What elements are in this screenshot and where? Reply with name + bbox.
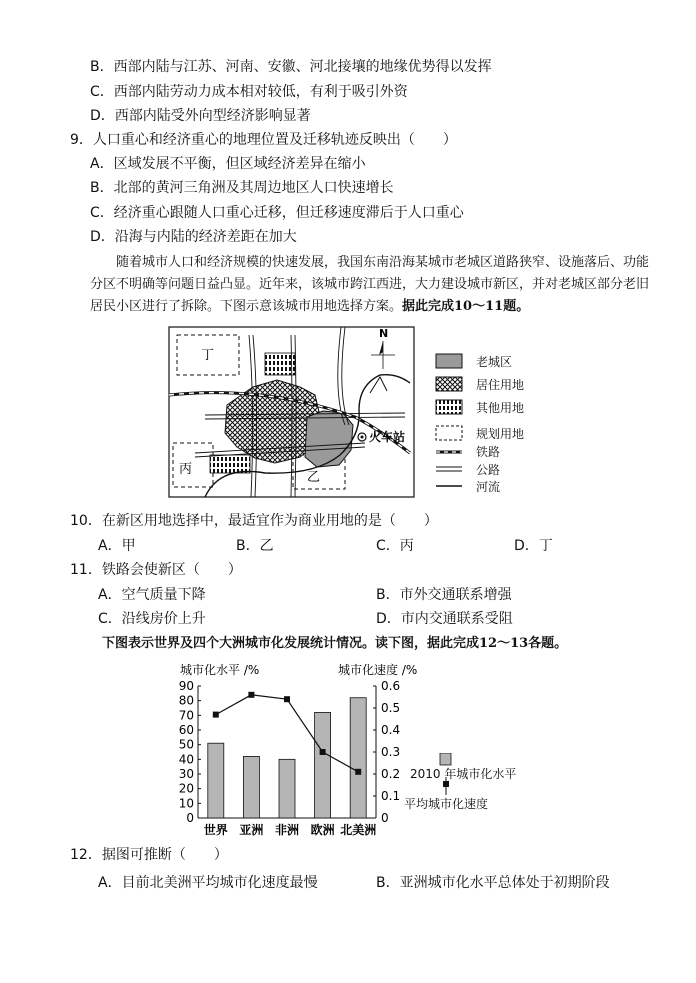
other-land-bottom — [210, 455, 250, 473]
passage-instruction: 据此完成10～11题。 — [402, 299, 530, 314]
bar-urbanization-level — [315, 712, 331, 818]
q12-option-b: B．亚洲城市化水平总体处于初期阶段 — [376, 875, 610, 891]
q12-stem: 12．据图可推断（ ） — [70, 847, 228, 863]
label-ding: 丁 — [201, 348, 215, 363]
left-tick-label: 70 — [178, 708, 194, 723]
left-tick-label: 10 — [178, 796, 194, 811]
label-bing: 丙 — [179, 462, 193, 477]
bar-urbanization-level — [350, 698, 366, 818]
x-category-label: 非洲 — [274, 823, 300, 837]
q10-option-d: D．丁 — [514, 538, 553, 554]
bar-urbanization-level — [279, 759, 295, 818]
x-category-label: 世界 — [203, 823, 228, 837]
q9-option-b: B．北部的黄河三角洲及其周边地区人口快速增长 — [90, 180, 394, 196]
left-tick-label: 60 — [178, 723, 194, 737]
q10-option-b: B．乙 — [236, 538, 274, 554]
q9-stem: 9．人口重心和经济重心的地理位置及迁移轨迹反映出（ ） — [70, 132, 457, 148]
left-tick-label: 50 — [178, 737, 194, 752]
left-tick-label: 90 — [178, 679, 194, 693]
q9-option-c: C．经济重心跟随人口重心迁移，但迁移速度滞后于人口重心 — [90, 205, 464, 221]
legend-planned: 规划用地 — [476, 427, 525, 441]
speed-point — [355, 769, 361, 775]
q11-option-b: B．市外交通联系增强 — [376, 587, 512, 603]
other-land-top — [265, 353, 295, 375]
q9-option-d: D．沿海与内陆的经济差距在加大 — [90, 229, 297, 245]
left-axis-title: 城市化水平 /% — [180, 663, 260, 677]
q10-option-c: C．丙 — [376, 538, 414, 554]
label-yi: 乙 — [307, 470, 321, 485]
q12-option-a: A．目前北美洲平均城市化速度最慢 — [98, 875, 318, 891]
right-tick-label: 0 — [381, 811, 389, 825]
left-tick-label: 30 — [178, 767, 194, 781]
speed-point — [284, 696, 290, 702]
q10-option-a: A．甲 — [98, 538, 136, 554]
q12-options — [0, 873, 696, 893]
right-tick-label: 0.5 — [381, 701, 401, 715]
svg-text:N: N — [379, 327, 389, 340]
q11-stem: 11．铁路会使新区（ ） — [70, 562, 242, 578]
speed-point — [213, 712, 219, 718]
legend-urbanization-speed: 平均城市化速度 — [404, 797, 489, 811]
right-tick-label: 0.6 — [381, 679, 401, 693]
x-category-label: 欧洲 — [310, 823, 335, 837]
q9-option-a: A．区域发展不平衡，但区域经济差异在缩小 — [90, 156, 366, 172]
bar-urbanization-level — [243, 756, 259, 818]
passage-city-landuse — [90, 252, 650, 318]
legend-residential: 居住用地 — [476, 378, 525, 392]
right-tick-label: 0.4 — [381, 723, 401, 737]
left-tick-label: 40 — [178, 752, 194, 767]
q11-options-row2 — [0, 609, 696, 629]
right-tick-label: 0.2 — [381, 767, 401, 781]
legend-old-town: 老城区 — [476, 355, 513, 369]
right-axis-title: 城市化速度 /% — [338, 663, 418, 677]
legend-symbols — [435, 352, 465, 492]
bar-urbanization-level — [208, 743, 224, 818]
right-tick-label: 0.3 — [381, 745, 401, 759]
legend-urbanization-level: 2010 年城市化水平 — [410, 767, 517, 781]
q8-option-c: C．西部内陆劳动力成本相对较低，有利于吸引外资 — [90, 84, 408, 100]
q8-option-d: D．西部内陆受外向型经济影响显著 — [90, 108, 311, 124]
passage-urbanization: 下图表示世界及四个大洲城市化发展统计情况。读下图，据此完成12～13各题。 — [102, 636, 568, 651]
speed-point — [248, 692, 254, 698]
legend-road: 公路 — [476, 463, 501, 477]
x-category-label: 亚洲 — [239, 823, 264, 837]
left-tick-label: 20 — [178, 781, 194, 796]
q10-stem: 10．在新区用地选择中，最适宜作为商业用地的是（ ） — [70, 513, 438, 529]
station-label: 火车站 — [369, 430, 406, 444]
right-tick-label: 0.1 — [381, 789, 401, 803]
legend-railway: 铁路 — [476, 445, 501, 459]
left-tick-label: 80 — [178, 693, 194, 708]
q11-option-a: A．空气质量下降 — [98, 587, 206, 603]
q11-options-row1 — [0, 585, 696, 605]
left-tick-label: 0 — [186, 811, 194, 825]
q11-option-c: C．沿线房价上升 — [98, 611, 206, 627]
x-category-label: 北美洲 — [340, 823, 377, 837]
q11-option-d: D．市内交通联系受阻 — [376, 611, 513, 627]
q10-options — [0, 536, 696, 556]
passage-text: 随着城市人口和经济规模的快速发展，我国东南沿海某城市老城区道路狭窄、设施落后、功能分区不明确等问题日益凸显。近年来，该城市跨江西进，大力建设城市新区，并对老城区部分老旧居民小区进行了拆除。下图示意该城市用地选择方案。 — [90, 255, 650, 314]
q8-option-b: B．西部内陆与江苏、河南、安徽、河北接壤的地缘优势得以发挥 — [90, 59, 492, 75]
speed-point — [320, 749, 326, 755]
legend-river: 河流 — [476, 480, 501, 494]
legend-other: 其他用地 — [476, 401, 525, 415]
urbanization-chart — [150, 660, 550, 845]
